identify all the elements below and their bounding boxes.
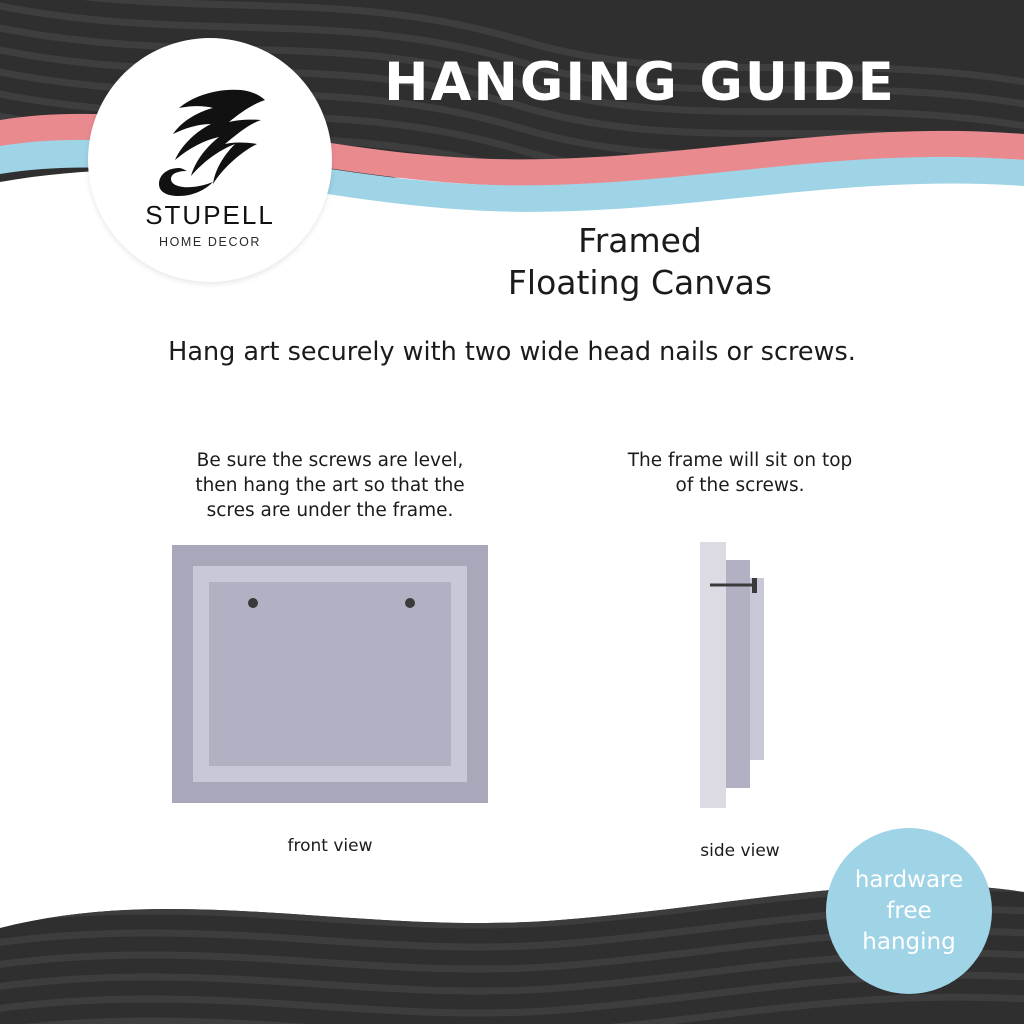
side-view-label: side view xyxy=(700,841,780,861)
instruction-text: Hang art securely with two wide head nails or screws. xyxy=(168,337,856,367)
canvas-side-rect xyxy=(750,578,764,760)
frame-side-rect xyxy=(726,560,750,788)
front-view-label: front view xyxy=(287,836,373,856)
framed-canvas-front-diagram xyxy=(172,545,488,803)
hardware-free-hanging-badge xyxy=(826,828,992,994)
front-view-diagram xyxy=(140,545,520,803)
brand-logo-badge xyxy=(88,38,332,282)
logo-wordmark: STUPELL xyxy=(145,200,275,230)
badge-line-2: free xyxy=(886,897,932,924)
badge-line-1: hardware xyxy=(854,866,964,893)
front-caption-line-2: then hang the art so that the xyxy=(195,475,465,496)
screw-left-icon xyxy=(248,598,258,608)
side-view-panel xyxy=(590,448,890,861)
side-caption-line-1: The frame will sit on top xyxy=(627,450,853,471)
logo-tagline: HOME DECOR xyxy=(158,235,262,249)
stupell-swoosh-icon xyxy=(145,80,275,198)
side-caption-line-2: of the screws. xyxy=(675,475,805,496)
front-view-caption xyxy=(140,448,520,523)
front-caption-line-1: Be sure the screws are level, xyxy=(196,450,464,471)
framed-canvas-side-diagram xyxy=(700,542,780,808)
canvas-rect xyxy=(209,582,451,766)
page-title: HANGING GUIDE xyxy=(384,52,896,113)
side-view-caption xyxy=(590,448,890,498)
wall-strip xyxy=(700,542,726,808)
product-title-line2: Floating Canvas xyxy=(507,263,773,302)
screw-head-icon xyxy=(752,578,757,593)
badge-line-3: hanging xyxy=(862,928,956,955)
product-title-line1: Framed xyxy=(578,221,702,260)
front-caption-line-3: scres are under the frame. xyxy=(206,500,454,521)
front-view-panel xyxy=(140,448,520,856)
screw-right-icon xyxy=(405,598,415,608)
side-view-diagram xyxy=(590,542,890,808)
product-title xyxy=(340,220,940,304)
